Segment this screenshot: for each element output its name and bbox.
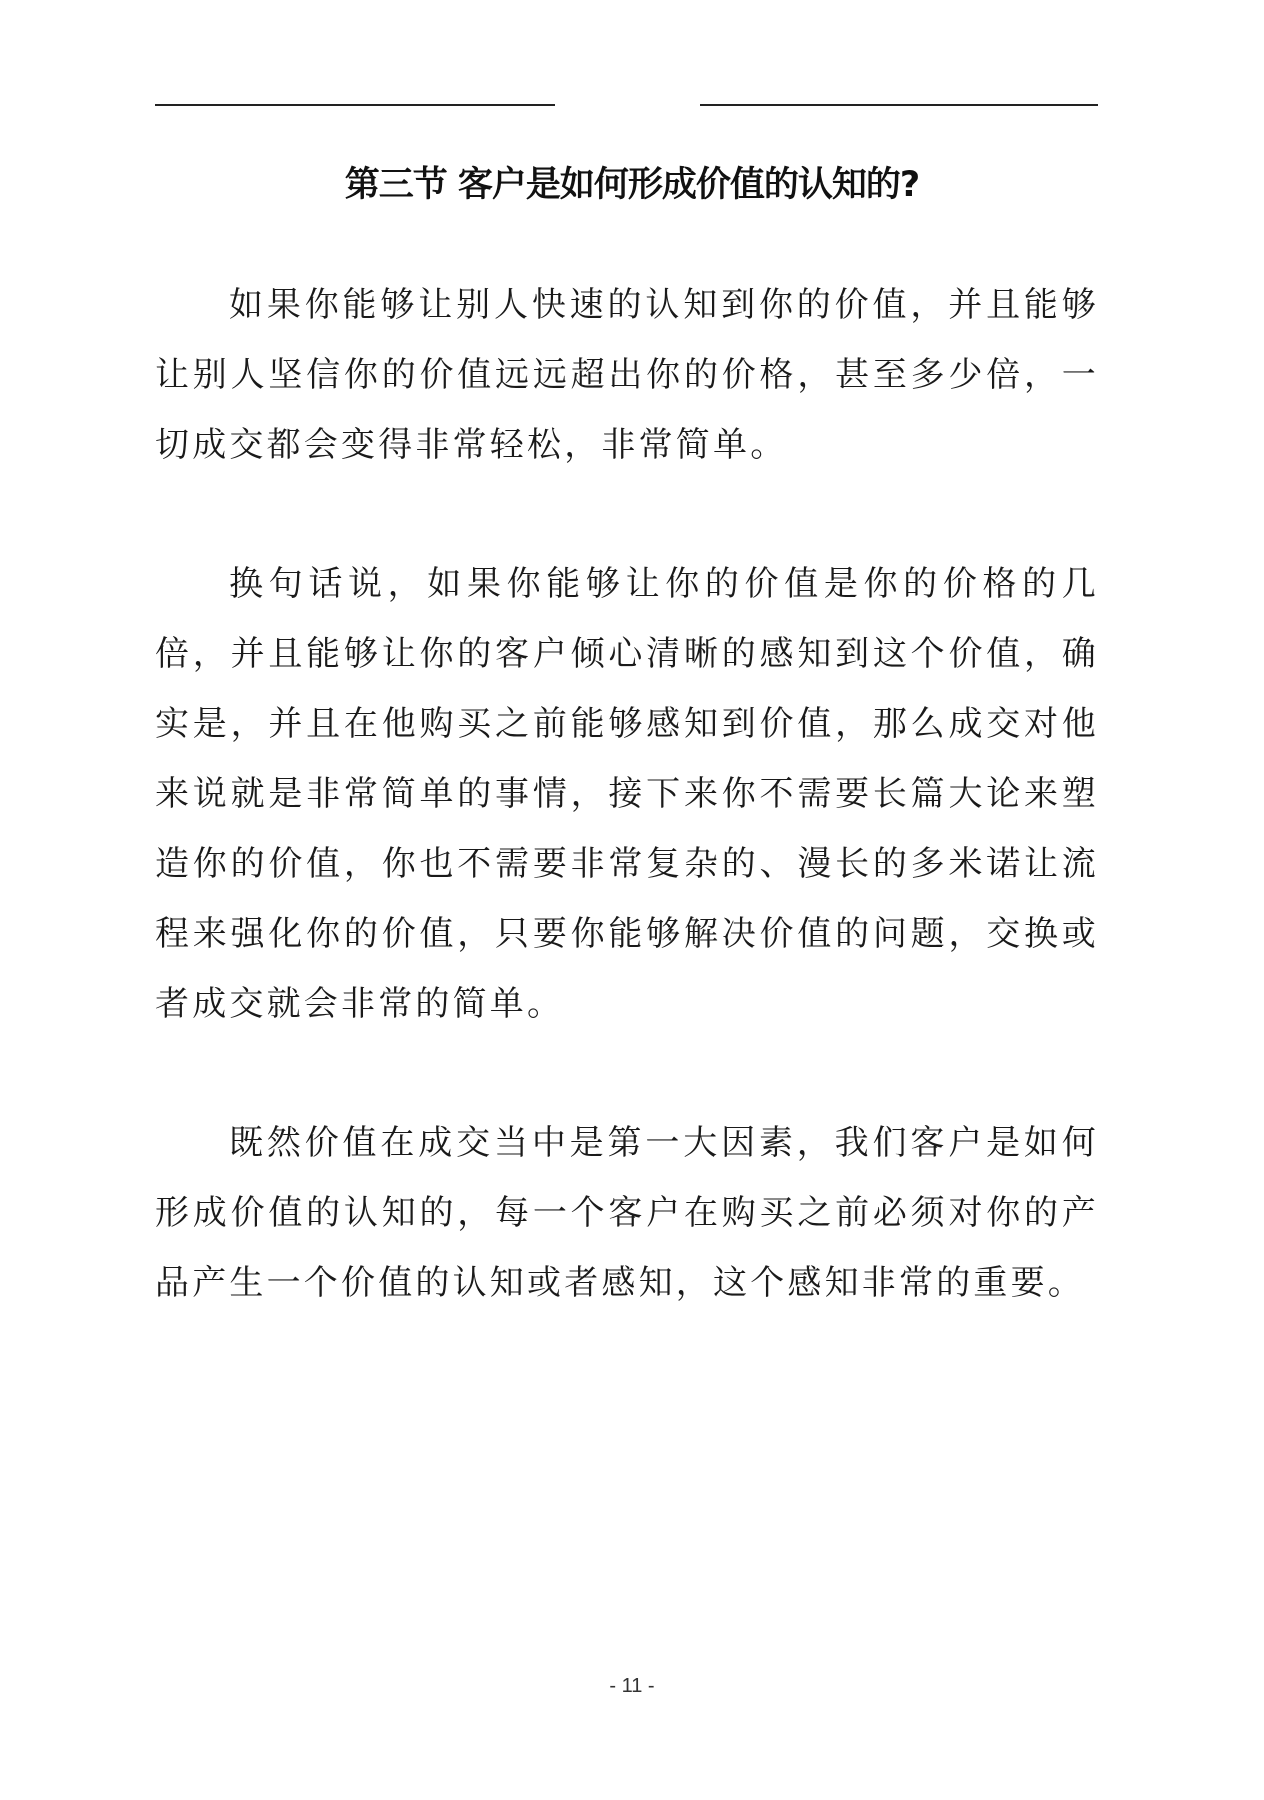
paragraph-2: 换句话说，如果你能够让你的价值是你的价格的几倍，并且能够让你的客户倾心清晰的感知到这个价值，确实是，并且在他购买之前能够感知到价值，那么成交对他来说就是非常简单的事情，接下来你不需要长篇大论来塑造你的价值，你也不需要非常复杂的、漫长的多米诺让流程来强化你的价值，只要你能够解决价值的问题，交换或者成交就会非常的简单。 (155, 564, 1099, 1024)
page-number: - 11 - (609, 1675, 655, 1697)
paragraph-3: 既然价值在成交当中是第一大因素，我们客户是如何形成价值的认知的，每一个客户在购买之前必须对你的产品产生一个价值的认知或者感知，这个感知非常的重要。 (155, 1123, 1099, 1303)
header-rule-left (155, 104, 555, 106)
body-text (155, 270, 1099, 1387)
paragraph-1: 如果你能够让别人快速的认知到你的价值，并且能够让别人坚信你的价值远远超出你的价格，甚至多少倍，一切成交都会变得非常轻松，非常简单。 (155, 285, 1099, 465)
section-title: 第三节 客户是如何形成价值的认知的? (344, 165, 920, 205)
header-rule-right (700, 104, 1098, 106)
